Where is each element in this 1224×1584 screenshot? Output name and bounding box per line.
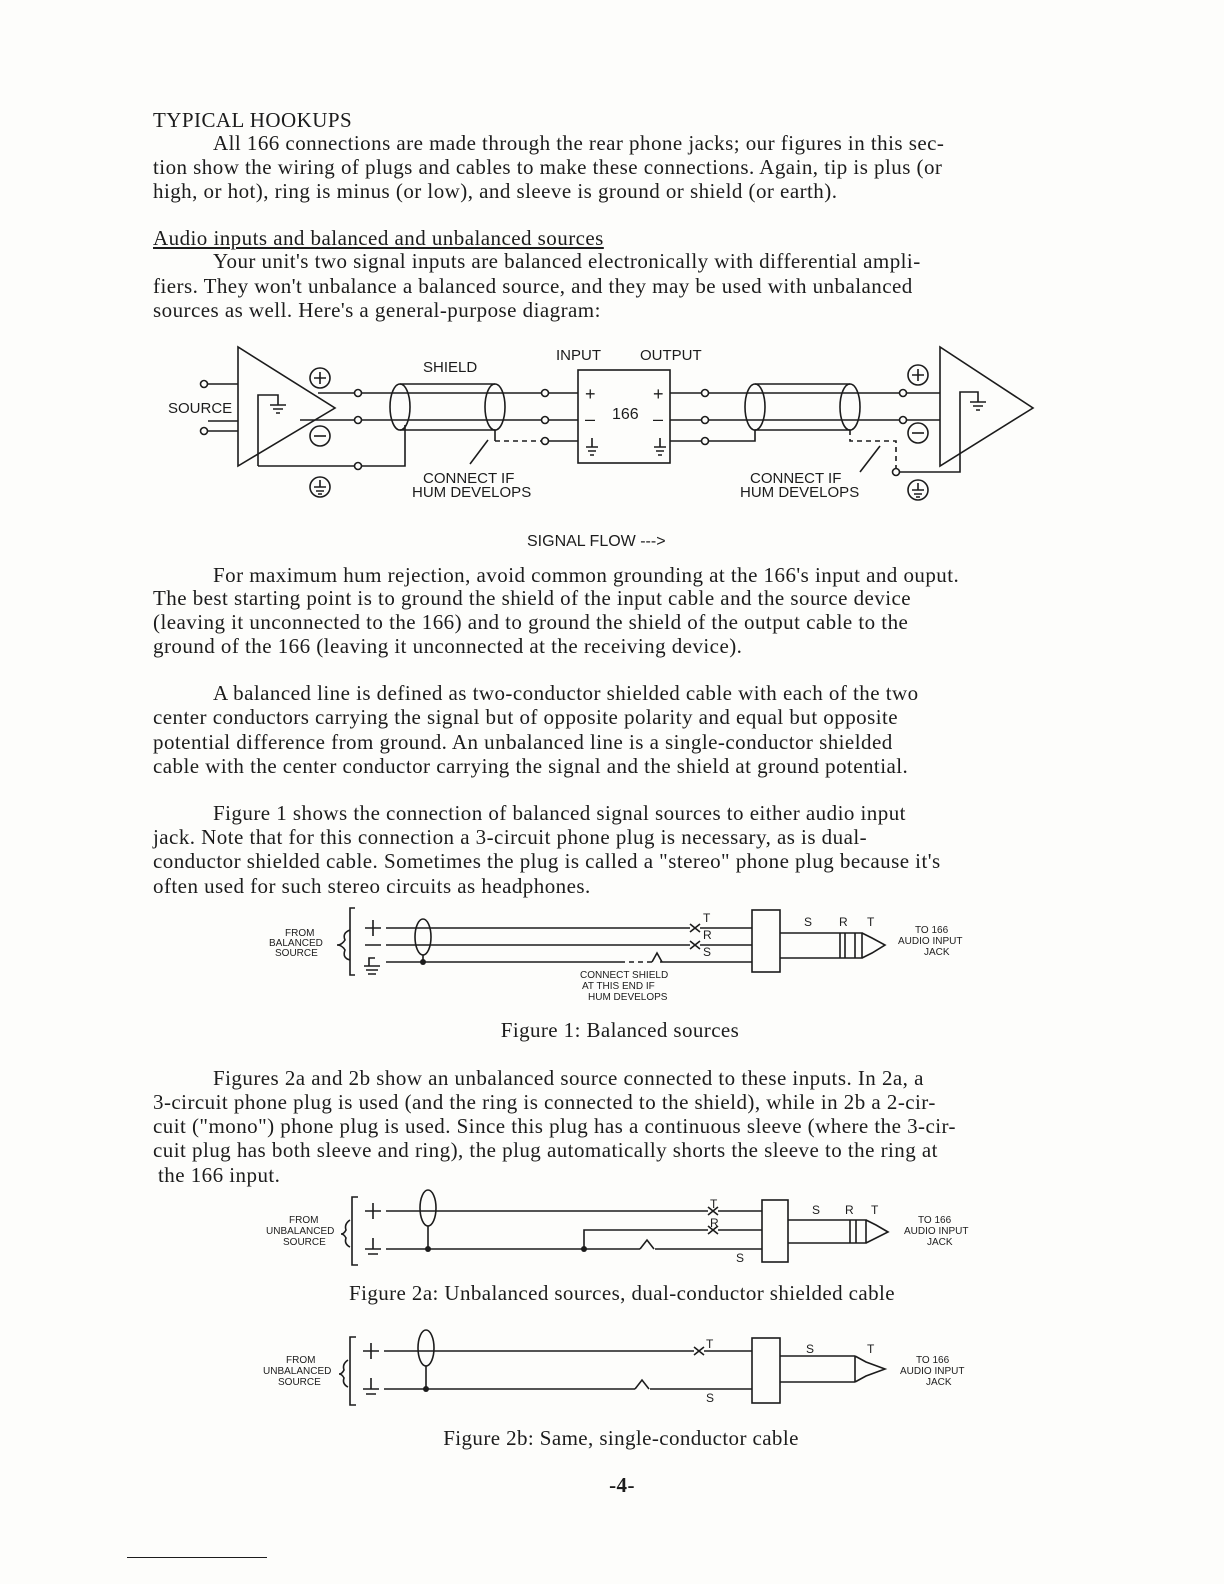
signal-flow-diagram <box>168 347 1033 550</box>
destination-label: AUDIO INPUT <box>898 936 963 947</box>
plug-tip-label: T <box>871 1203 879 1217</box>
plug-sleeve-label: S <box>812 1203 821 1217</box>
connect-if-label: CONNECT IF <box>750 470 842 487</box>
minus-circle-icon <box>310 426 330 446</box>
output-minus: – <box>653 409 664 429</box>
source-amplifier-triangle <box>238 347 335 466</box>
input-minus: – <box>585 409 596 429</box>
hum-develops-label: HUM DEVELOPS <box>412 484 532 501</box>
note-label: AT THIS END IF <box>582 981 655 992</box>
from-label: FROM <box>286 1355 316 1366</box>
shielded-cable <box>362 384 541 430</box>
destination-label: JACK <box>924 947 950 958</box>
para6-line: cuit plug has both sleeve and ring), the plug automatically shorts the sleeve to the ring at <box>153 1138 938 1162</box>
input-label: INPUT <box>556 347 601 364</box>
plus-circle-icon <box>310 368 330 388</box>
source-label: SOURCE <box>168 400 233 417</box>
ground-circle-icon <box>310 477 330 497</box>
para6-line: Figures 2a and 2b show an unbalanced source connected to these inputs. In 2a, a <box>213 1066 924 1090</box>
source-output-wires <box>258 393 405 466</box>
para3-line: The best starting point is to ground the shield of the input cable and the source device <box>153 586 912 610</box>
plug-tip-label: T <box>867 915 875 929</box>
figure2a-diagram <box>266 1190 968 1265</box>
ground-icon <box>586 438 598 455</box>
ground-icon <box>258 395 286 466</box>
shield-label: SHIELD <box>423 359 478 376</box>
plug-ring-label: R <box>839 915 848 929</box>
input-plus: + <box>585 384 596 404</box>
figure2b-diagram <box>263 1330 964 1405</box>
tip-label: T <box>703 911 711 925</box>
connect-if-label: CONNECT IF <box>423 470 515 487</box>
tip-label: T <box>710 1197 718 1211</box>
para3-line: ground of the 166 (leaving it unconnected at the receiving device). <box>153 634 743 658</box>
para2-line: Your unit's two signal inputs are balanced electronically with differential ampli- <box>213 249 921 273</box>
para4-line: potential difference from ground. An unbalanced line is a single-conductor shielded <box>153 730 893 754</box>
hum-develops-label: HUM DEVELOPS <box>740 484 860 501</box>
source-type-label: UNBALANCED <box>266 1226 335 1237</box>
tip-label: T <box>706 1337 714 1351</box>
sleeve-label: S <box>706 1391 715 1405</box>
para1-line: high, or hot), ring is minus (or low), and sleeve is ground or shield (or earth). <box>153 179 838 203</box>
from-label: FROM <box>289 1215 319 1226</box>
para6-line: the 166 input. <box>158 1163 281 1187</box>
plus-circle-icon <box>908 365 928 385</box>
stereo-phone-plug <box>762 1200 888 1262</box>
para2-line: fiers. They won't unbalance a balanced source, and they may be used with unbalanced <box>153 274 913 298</box>
para1-line: All 166 connections are made through the rear phone jacks; our figures in this sec- <box>213 131 945 155</box>
source-type-label: BALANCED <box>269 938 323 949</box>
destination-label: TO 166 <box>918 1215 952 1226</box>
shielded-cable <box>709 384 899 441</box>
para4-line: cable with the center conductor carrying the signal and the shield at ground potential. <box>153 754 909 778</box>
ring-label: R <box>703 928 712 942</box>
para4-line: A balanced line is defined as two-conductor shielded cable with each of the two <box>213 681 919 705</box>
destination-label: TO 166 <box>916 1355 950 1366</box>
output-label: OUTPUT <box>640 347 702 364</box>
para5-line: conductor shielded cable. Sometimes the plug is called a "stereo" phone plug because it's <box>153 849 941 873</box>
ring-label: R <box>710 1216 719 1230</box>
source-type-label: UNBALANCED <box>263 1366 332 1377</box>
figure1-caption: Figure 1: Balanced sources <box>500 1018 740 1042</box>
para5-line: jack. Note that for this connection a 3-circuit phone plug is necessary, as is dual- <box>153 825 868 849</box>
para5-line: often used for such stereo circuits as headphones. <box>153 874 591 898</box>
stereo-phone-plug <box>752 910 885 972</box>
destination-label: TO 166 <box>915 925 949 936</box>
section-title: TYPICAL HOOKUPS <box>153 108 353 132</box>
destination-label: JACK <box>927 1237 953 1248</box>
ground-icon <box>654 438 666 455</box>
signal-flow-label: SIGNAL FLOW ---> <box>527 533 666 550</box>
figure1-diagram <box>269 908 962 1003</box>
para5-line: Figure 1 shows the connection of balanced signal sources to either audio input <box>213 801 906 825</box>
source-label: SOURCE <box>283 1237 326 1248</box>
source-label: SOURCE <box>278 1377 321 1388</box>
sleeve-label: S <box>703 945 712 959</box>
figure2a-caption: Figure 2a: Unbalanced sources, dual-conductor shielded cable <box>349 1281 895 1305</box>
ground-circle-icon <box>908 480 928 500</box>
destination-label: AUDIO INPUT <box>904 1226 969 1237</box>
figure2b-caption: Figure 2b: Same, single-conductor cable <box>443 1426 799 1450</box>
note-label: HUM DEVELOPS <box>588 992 668 1003</box>
output-plus: + <box>653 384 664 404</box>
note-label: CONNECT SHIELD <box>580 970 669 981</box>
brace <box>337 930 350 960</box>
para2-line: sources as well. Here's a general-purpose diagram: <box>153 298 601 322</box>
plug-ring-label: R <box>845 1203 854 1217</box>
para3-line: (leaving it unconnected to the 166) and to ground the shield of the output cable to the <box>153 610 909 634</box>
para4-line: center conductors carrying the signal but of opposite polarity and equal but opposite <box>153 705 899 729</box>
source-label: SOURCE <box>275 948 318 959</box>
page-number: -4- <box>609 1473 635 1497</box>
receiver-amplifier-triangle <box>940 347 1033 466</box>
para6-line: 3-circuit phone plug is used (and the ring is connected to the shield), while in 2b a 2-cir- <box>153 1090 936 1114</box>
subheading: Audio inputs and balanced and unbalanced sources <box>153 226 604 250</box>
plug-sleeve-label: S <box>806 1342 815 1356</box>
mono-phone-plug <box>752 1338 885 1403</box>
destination-label: JACK <box>926 1377 952 1388</box>
plug-tip-label: T <box>867 1342 875 1356</box>
destination-label: AUDIO INPUT <box>900 1366 965 1377</box>
para3-line: For maximum hum rejection, avoid common grounding at the 166's input and ouput. <box>213 563 960 587</box>
para1-line: tion show the wiring of plugs and cables to make these connections. Again, tip is plus (or <box>153 155 943 179</box>
plug-sleeve-label: S <box>804 915 813 929</box>
unit-166-label: 166 <box>612 406 639 423</box>
from-label: FROM <box>285 928 315 939</box>
para6-line: cuit ("mono") phone plug is used. Since this plug has a continuous sleeve (where the 3-cir- <box>153 1114 956 1138</box>
sleeve-label: S <box>736 1251 745 1265</box>
minus-circle-icon <box>908 423 928 443</box>
